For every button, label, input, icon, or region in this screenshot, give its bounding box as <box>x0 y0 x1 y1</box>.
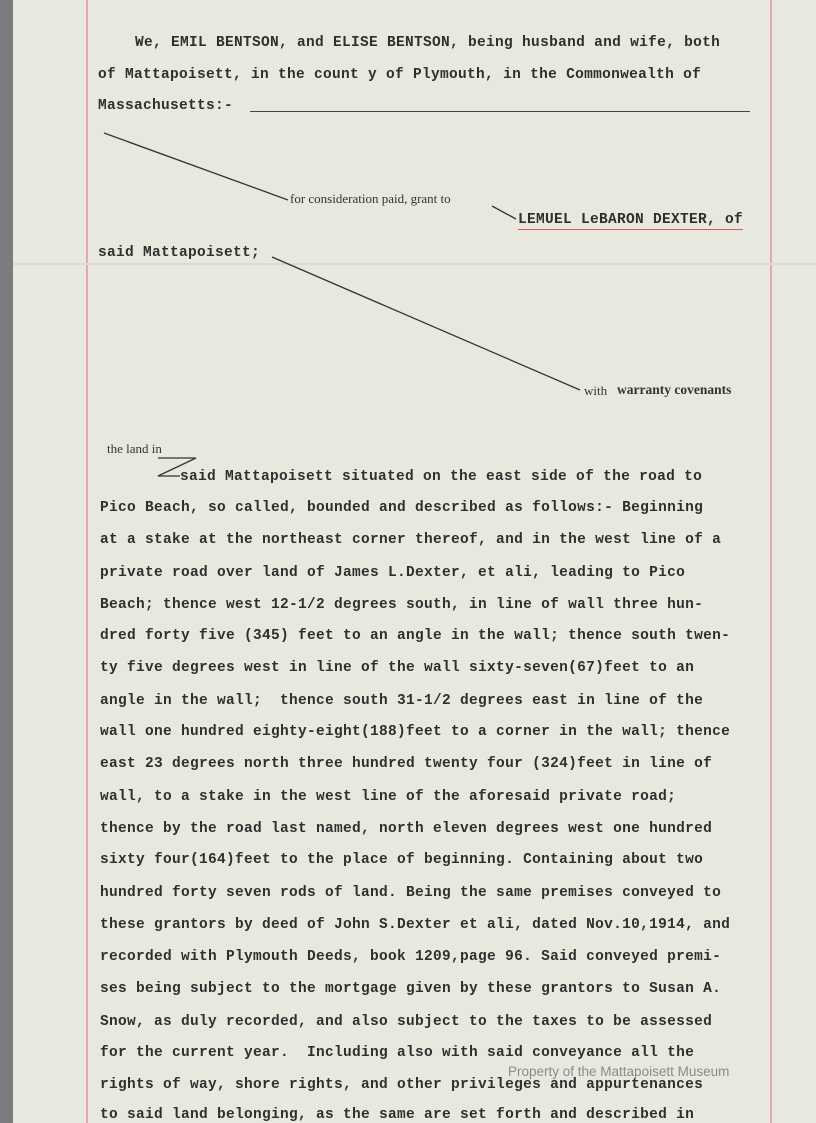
deed-line-12: ty five degrees west in line of the wall sixty-seven(67)feet to an <box>100 660 695 676</box>
deed-line-11: dred forty five (345) feet to an angle in the wall; thence south twen- <box>100 628 731 644</box>
deed-line-6: said Mattapoisett situated on the east side of the road to <box>180 469 703 485</box>
covenants-prefix: with <box>584 383 608 398</box>
land-in-label: the land in <box>107 441 162 456</box>
deed-line-23: Snow, as duly recorded, and also subject to the taxes to be assessed <box>100 1014 713 1030</box>
deed-line-1: We, EMIL BENTSON, and ELISE BENTSON, being husband and wife, both <box>135 35 721 51</box>
deed-line-13: angle in the wall; thence south 31-1/2 degrees east in line of the <box>100 693 704 709</box>
deed-line-22: ses being subject to the mortgage given by these grantors to Susan A. <box>100 981 722 997</box>
deed-line-8: at a stake at the northeast corner thereof, and in the west line of a <box>100 532 722 548</box>
grantee-name: LEMUEL LeBARON DEXTER, of <box>518 212 744 228</box>
consideration-label: for consideration paid, grant to <box>290 191 451 206</box>
deed-line-9: private road over land of James L.Dexter, et ali, leading to Pico <box>100 565 686 581</box>
deed-line-15: east 23 degrees north three hundred twenty four (324)feet in line of <box>100 756 713 772</box>
deed-line-21: recorded with Plymouth Deeds, book 1209,page 96. Said conveyed premi- <box>100 949 722 965</box>
fill-rule <box>250 111 750 112</box>
deed-line-14: wall one hundred eighty-eight(188)feet to a corner in the wall; thence <box>100 724 731 740</box>
deed-line-2: of Mattapoisett, in the count y of Plymouth, in the Commonwealth of <box>98 67 702 83</box>
deed-line-7: Pico Beach, so called, bounded and described as follows:- Beginning <box>100 500 704 516</box>
deed-line-3: Massachusetts:- <box>98 98 234 114</box>
deed-line-26: to said land belonging, as the same are set forth and described in <box>100 1107 695 1123</box>
covenants-label: warranty covenants <box>617 382 732 397</box>
museum-watermark: Property of the Mattapoisett Museum <box>508 1064 730 1079</box>
grantee-residence: said Mattapoisett; <box>98 245 261 261</box>
deed-line-17: thence by the road last named, north eleven degrees west one hundred <box>100 821 713 837</box>
deed-line-24: for the current year. Including also with said conveyance all the <box>100 1045 695 1061</box>
deed-line-10: Beach; thence west 12-1/2 degrees south, in line of wall three hun- <box>100 597 704 613</box>
deed-line-19: hundred forty seven rods of land. Being the same premises conveyed to <box>100 885 722 901</box>
deed-line-25: rights of way, shore rights, and other privileges and appurtenances <box>100 1077 704 1093</box>
deed-line-18: sixty four(164)feet to the place of beginning. Containing about two <box>100 852 704 868</box>
deed-line-16: wall, to a stake in the west line of the aforesaid private road; <box>100 789 677 805</box>
deed-line-20: these grantors by deed of John S.Dexter et ali, dated Nov.10,1914, and <box>100 917 731 933</box>
